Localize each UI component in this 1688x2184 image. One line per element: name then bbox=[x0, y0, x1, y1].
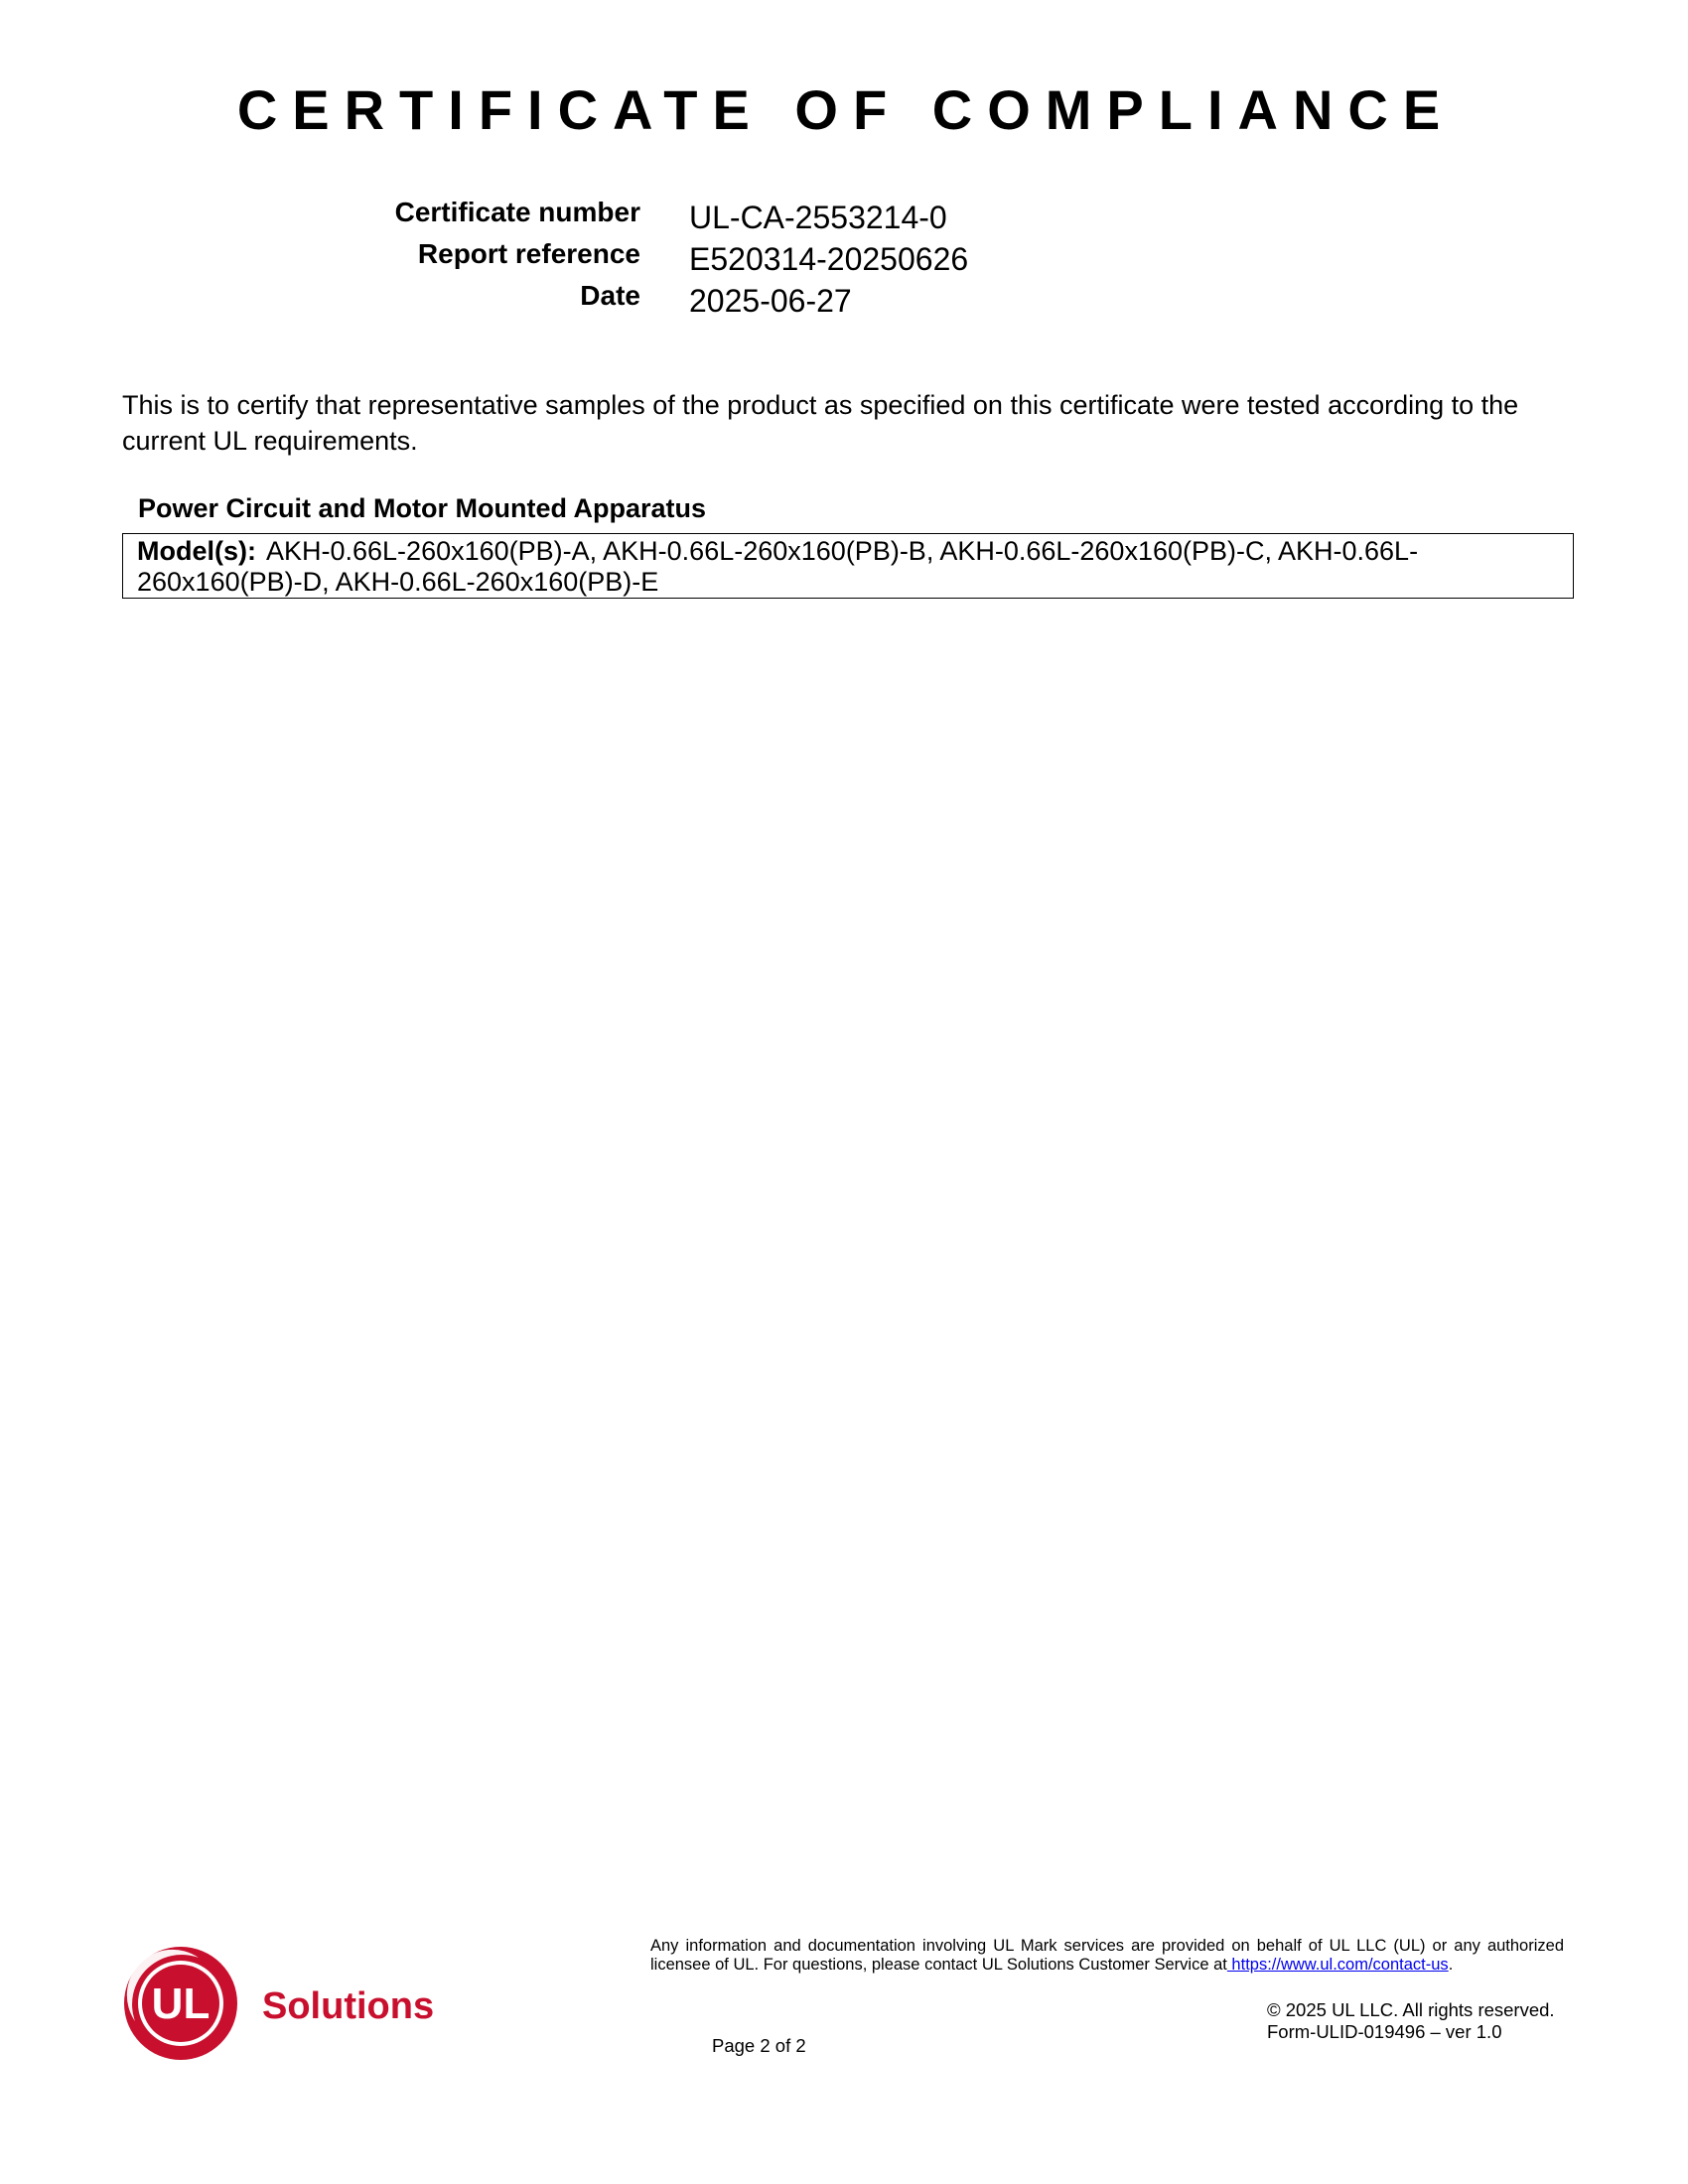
copyright-text: © 2025 UL LLC. All rights reserved. bbox=[1267, 1999, 1555, 2020]
ul-logo-icon bbox=[121, 1944, 439, 2063]
date-value: 2025-06-27 bbox=[689, 283, 852, 319]
certificate-title: CERTIFICATE OF COMPLIANCE bbox=[236, 78, 1456, 141]
date-row bbox=[0, 280, 1688, 322]
models-value: AKH-0.66L-260x160(PB)-A, AKH-0.66L-260x160(PB)-B, AKH-0.66L-260x160(PB)-C, AKH-0.66L-260x160(PB)-D, AKH-0.66L-260x160(PB)-E bbox=[137, 536, 1419, 597]
ul-solutions-logo bbox=[121, 1944, 439, 2063]
report-reference-value: E520314-20250626 bbox=[689, 241, 969, 277]
contact-link[interactable]: https://www.ul.com/contact-us bbox=[1226, 1956, 1449, 1974]
models-label: Model(s): bbox=[137, 536, 256, 566]
models-box bbox=[122, 533, 1574, 599]
certificate-number-row bbox=[0, 197, 1688, 238]
date-label: Date bbox=[580, 280, 640, 311]
ul-logo-mark: UL bbox=[151, 1979, 211, 2028]
notice-text: Any information and documentation involving UL Mark services are provided on behalf of UL LLC (UL) or any authorized licensee of UL. For questions, please contact UL Solutions Customer Service at bbox=[650, 1937, 1564, 1974]
certificate-meta bbox=[0, 197, 1688, 322]
certificate-number-label: Certificate number bbox=[394, 197, 640, 227]
product-category: Power Circuit and Motor Mounted Apparatus bbox=[138, 493, 707, 523]
copyright-block bbox=[1267, 1999, 1555, 2043]
page-number: Page 2 of 2 bbox=[712, 2035, 806, 2056]
notice-end: . bbox=[1448, 1956, 1454, 1974]
certify-statement: This is to certify that representative samples of the product as specified on this certificate were tested according to the current UL requirements. bbox=[122, 390, 1519, 456]
footer-notice bbox=[650, 1937, 1564, 1975]
report-reference-row bbox=[0, 238, 1688, 280]
certificate-number-value: UL-CA-2553214-0 bbox=[689, 200, 947, 235]
form-id: Form-ULID-019496 – ver 1.0 bbox=[1267, 2021, 1502, 2042]
report-reference-label: Report reference bbox=[417, 238, 640, 269]
ul-logo-solutions: Solutions bbox=[262, 1985, 435, 2027]
